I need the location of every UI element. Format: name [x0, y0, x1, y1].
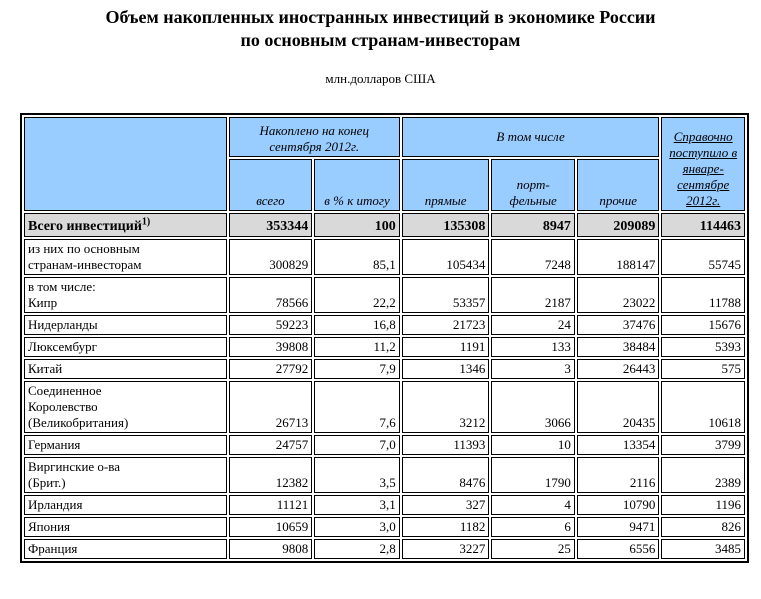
country-label-line: из них по основным	[28, 241, 140, 256]
value-cell: 4	[491, 495, 575, 515]
value-cell: 105434	[402, 239, 490, 275]
value-cell: 826	[661, 517, 745, 537]
country-label-line: Франция	[28, 541, 78, 556]
value-cell: 38484	[577, 337, 660, 357]
title-line-1: Объем накопленных иностранных инвестиций в экономике России	[105, 7, 656, 27]
value-cell: 23022	[577, 277, 660, 313]
country-cell	[24, 239, 227, 275]
value-cell: 26443	[577, 359, 660, 379]
value-cell: 3066	[491, 381, 575, 433]
value-cell: 39808	[229, 337, 313, 357]
country-label-line: Германия	[28, 437, 81, 452]
value-cell: 9808	[229, 539, 313, 559]
country-cell	[24, 517, 227, 537]
value-cell: 3,0	[314, 517, 400, 537]
value-cell: 22,2	[314, 277, 400, 313]
value-cell: 3227	[402, 539, 490, 559]
value-cell: 7248	[491, 239, 575, 275]
value-cell: 11,2	[314, 337, 400, 357]
header-accumulated: Накоплено на конец сентября 2012г.	[229, 117, 400, 157]
total-value: 8947	[491, 213, 575, 237]
country-label-line: Люксембург	[28, 339, 97, 354]
investment-table-body	[24, 117, 745, 559]
value-cell: 9471	[577, 517, 660, 537]
value-cell: 2187	[491, 277, 575, 313]
country-label-line: в том числе:	[28, 279, 96, 294]
value-cell: 13354	[577, 435, 660, 455]
country-label-line: (Брит.)	[28, 475, 66, 490]
value-cell: 188147	[577, 239, 660, 275]
header-percent: в % к итогу	[314, 159, 400, 211]
total-value: 209089	[577, 213, 660, 237]
value-cell: 5393	[661, 337, 745, 357]
value-cell: 59223	[229, 315, 313, 335]
total-label: Всего инвестиций	[28, 219, 142, 234]
value-cell: 8476	[402, 457, 490, 493]
country-label-line: Япония	[28, 519, 71, 534]
value-cell: 2389	[661, 457, 745, 493]
table-row	[24, 315, 745, 335]
value-cell: 7,0	[314, 435, 400, 455]
table-row	[24, 277, 745, 313]
value-cell: 3,1	[314, 495, 400, 515]
table-row	[24, 239, 745, 275]
total-value: 353344	[229, 213, 313, 237]
value-cell: 10659	[229, 517, 313, 537]
value-cell: 16,8	[314, 315, 400, 335]
value-cell: 10618	[661, 381, 745, 433]
value-cell: 1182	[402, 517, 490, 537]
value-cell: 37476	[577, 315, 660, 335]
value-cell: 1790	[491, 457, 575, 493]
country-label-line: Кипр	[28, 295, 58, 310]
country-cell	[24, 495, 227, 515]
country-label-line: Нидерланды	[28, 317, 98, 332]
value-cell: 7,6	[314, 381, 400, 433]
value-cell: 24757	[229, 435, 313, 455]
table-row	[24, 381, 745, 433]
value-cell: 6556	[577, 539, 660, 559]
value-cell: 27792	[229, 359, 313, 379]
value-cell: 15676	[661, 315, 745, 335]
total-footnote: 1)	[141, 216, 151, 228]
country-cell	[24, 277, 227, 313]
value-cell: 24	[491, 315, 575, 335]
page-title	[0, 6, 761, 52]
value-cell: 6	[491, 517, 575, 537]
value-cell: 2,8	[314, 539, 400, 559]
table-row	[24, 457, 745, 493]
total-value: 135308	[402, 213, 490, 237]
table-row	[24, 517, 745, 537]
table-row	[24, 359, 745, 379]
value-cell: 78566	[229, 277, 313, 313]
value-cell: 7,9	[314, 359, 400, 379]
value-cell: 1196	[661, 495, 745, 515]
value-cell: 26713	[229, 381, 313, 433]
value-cell: 3485	[661, 539, 745, 559]
value-cell: 2116	[577, 457, 660, 493]
title-line-2: по основным странам-инвесторам	[240, 30, 521, 50]
table-row	[24, 495, 745, 515]
header-portfolio: порт-фельные	[491, 159, 575, 211]
country-label-line: Соединенное	[28, 383, 102, 398]
value-cell: 575	[661, 359, 745, 379]
country-label-line: Китай	[28, 361, 63, 376]
value-cell: 55745	[661, 239, 745, 275]
header-row-1	[24, 117, 745, 157]
value-cell: 25	[491, 539, 575, 559]
value-cell: 11393	[402, 435, 490, 455]
country-label-line: странам-инвесторам	[28, 257, 142, 272]
header-including: В том числе	[402, 117, 660, 157]
country-cell	[24, 435, 227, 455]
country-cell	[24, 457, 227, 493]
country-label-line: Виргинские о-ва	[28, 459, 121, 474]
table-row	[24, 435, 745, 455]
table-row	[24, 539, 745, 559]
value-cell: 12382	[229, 457, 313, 493]
value-cell: 3	[491, 359, 575, 379]
country-label-line: Королевство	[28, 399, 98, 414]
country-label-line: Ирландия	[28, 497, 83, 512]
value-cell: 11788	[661, 277, 745, 313]
value-cell: 3,5	[314, 457, 400, 493]
value-cell: 20435	[577, 381, 660, 433]
country-cell	[24, 539, 227, 559]
header-reference: Справочно поступило в январе-сентябре 2012г.	[661, 117, 745, 211]
country-label-line: (Великобритания)	[28, 415, 129, 430]
value-cell: 3799	[661, 435, 745, 455]
value-cell: 11121	[229, 495, 313, 515]
table-row	[24, 337, 745, 357]
header-total: всего	[229, 159, 313, 211]
investment-table	[20, 113, 749, 563]
header-blank-cell	[24, 117, 227, 211]
value-cell: 21723	[402, 315, 490, 335]
value-cell: 10790	[577, 495, 660, 515]
country-cell	[24, 337, 227, 357]
header-other: прочие	[577, 159, 660, 211]
value-cell: 327	[402, 495, 490, 515]
value-cell: 300829	[229, 239, 313, 275]
total-value: 100	[314, 213, 400, 237]
country-cell	[24, 315, 227, 335]
total-value: 114463	[661, 213, 745, 237]
total-row	[24, 213, 745, 237]
units-caption: млн.долларов США	[325, 71, 436, 86]
value-cell: 10	[491, 435, 575, 455]
value-cell: 1191	[402, 337, 490, 357]
value-cell: 3212	[402, 381, 490, 433]
value-cell: 1346	[402, 359, 490, 379]
total-label-cell	[24, 213, 227, 237]
country-cell	[24, 359, 227, 379]
header-direct: прямые	[402, 159, 490, 211]
country-cell	[24, 381, 227, 433]
value-cell: 53357	[402, 277, 490, 313]
value-cell: 133	[491, 337, 575, 357]
value-cell: 85,1	[314, 239, 400, 275]
